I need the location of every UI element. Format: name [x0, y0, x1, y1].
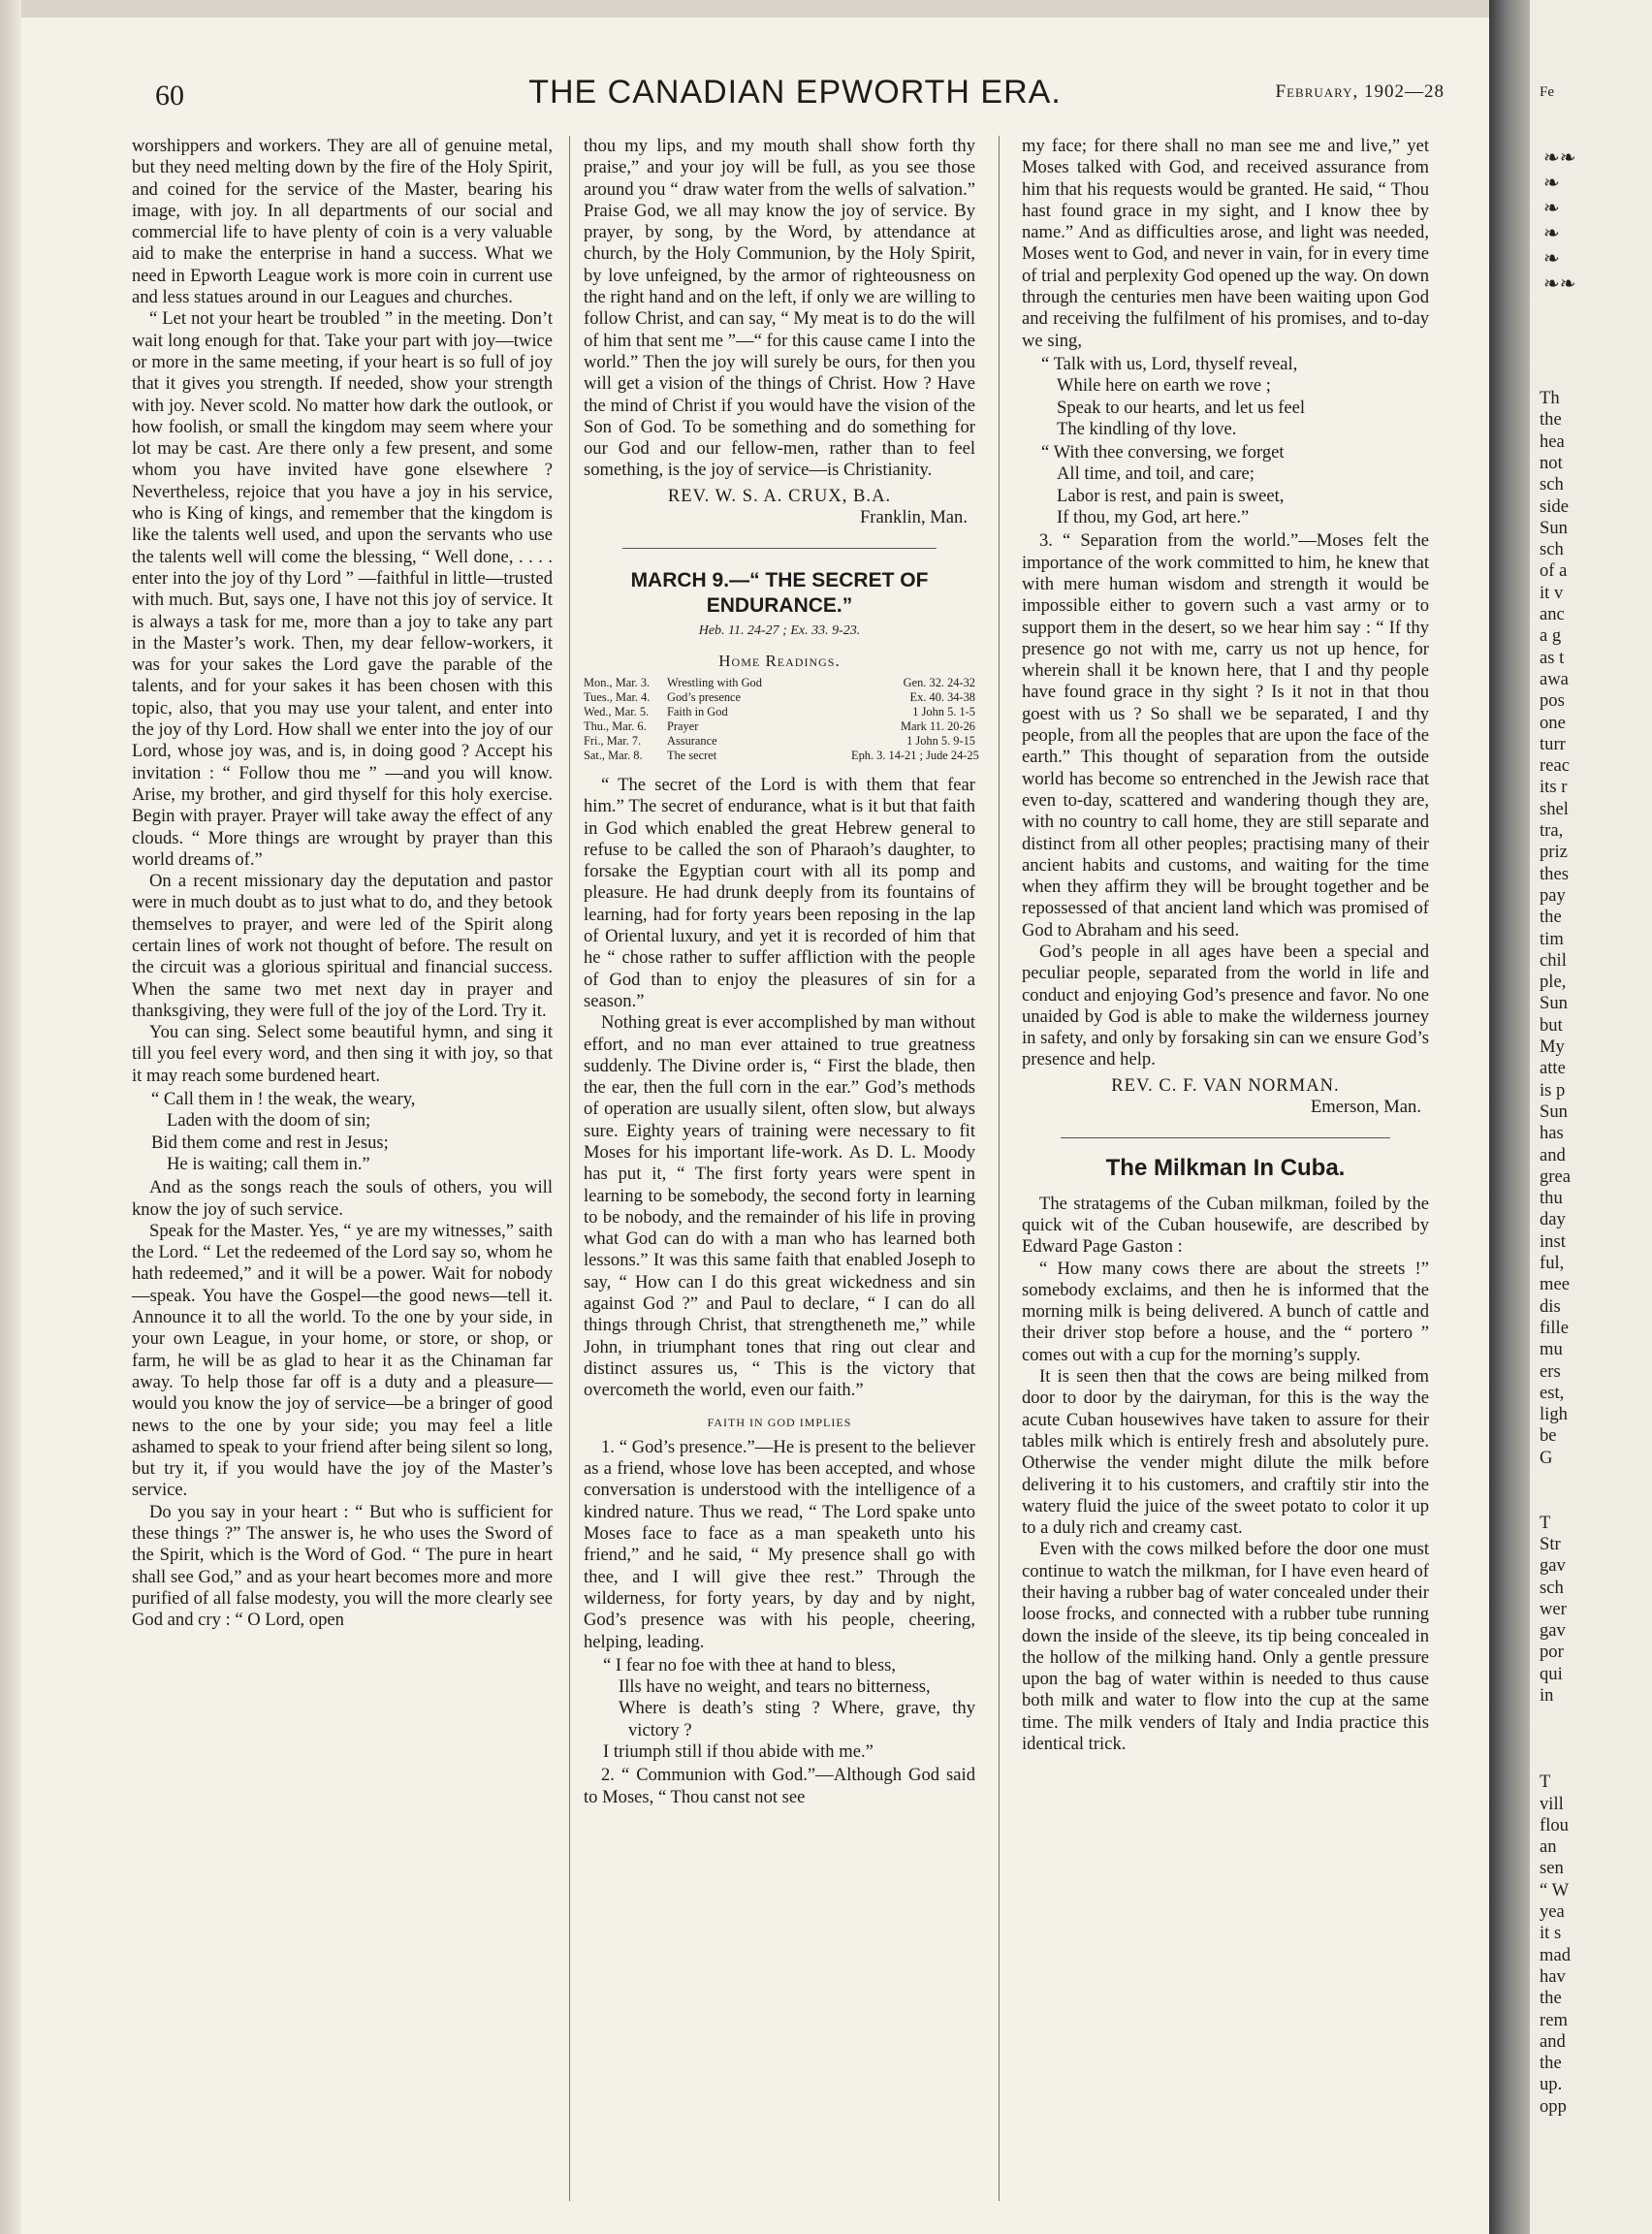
fragment-line: reac — [1540, 755, 1570, 777]
reading-row — [584, 748, 979, 763]
fragment-line: flou — [1540, 1814, 1569, 1835]
fragment-line: of a — [1540, 560, 1568, 582]
reading-row — [584, 676, 975, 690]
paragraph: “ How many cows there are about the streets !” somebody exclaims, and then he is informed that the morning milk is being delivered. A bunch of cattle and their driver stop before a house, and the “ portero ” comes out with a cup for the morning’s supply. — [1022, 1258, 1429, 1365]
reading-day: Fri., Mar. 7. — [584, 733, 642, 748]
paragraph: worshippers and workers. They are all of genuine metal, but they need melting down by the fire of the Holy Spirit, and coined for the service of the Master, bearing his image, with joy. In all departments of our social and commercial life to have plenty of coin is a very valuable aid to make the enterprise in hand a success. What we need in Epworth League work is more coin in current use and less statues around in our Leagues and churches. — [132, 136, 553, 308]
reading-topic: Assurance — [667, 733, 717, 748]
fragment-line: but — [1540, 1014, 1563, 1036]
fragment-line: “ W — [1540, 1879, 1570, 1900]
reading-day: Tues., Mar. 4. — [584, 689, 651, 704]
fragment-line: its r — [1540, 777, 1568, 798]
verse-line: If thou, my God, art here.” — [1057, 507, 1250, 528]
hymn-verse — [1022, 442, 1429, 528]
paragraph: “ The secret of the Lord is with them that fear him.” The secret of endurance, what is it but that faith in God which enabled the great Hebrew general to refuse to be called the son of Pharaoh’s daughter, to forsake the Egyptian court with all its pomp and pleasure. He had drunk deeply from its fountains of learning, had for forty years been reposing in the lap of Oriental luxury, and yet it is recorded of him that he “ chose rather to suffer affliction with the people of God than to enjoy the pleasures of sin for a season.” — [584, 774, 975, 1011]
fragment-line: ers — [1540, 1360, 1561, 1382]
column-rule — [999, 136, 1000, 2201]
column-right — [1022, 136, 1429, 1755]
reading-topic: Wrestling with God — [667, 675, 762, 689]
paragraph: On a recent missionary day the deputation and pastor were in much doubt as to just what to do, and they betook themselves to prayer, and were led of the Spirit along certain lines of work not thought of before. The result on the circuit was a glorious spiritual and financial success. When the same two met next day in prayer and thanksgiving, they were full of the joy of the Lord. Try it. — [132, 871, 553, 1021]
fragment-line: priz — [1540, 842, 1568, 863]
fragment-line: Str — [1540, 1533, 1561, 1554]
verse-line: “ Call them in ! the weak, the weary, — [151, 1089, 416, 1110]
section-divider — [1061, 1137, 1390, 1138]
paragraph: thou my lips, and my mouth shall show forth thy praise,” and your joy will be full, as you see those around you “ draw water from the wells of salvation.” Praise God, we all may know the joy of service. By prayer, by song, by the Word, by attendance at church, by the Holy Communion, by the Holy Spirit, by love unfeigned, by the armor of righteousness on the right hand and on the left, if only we are willing to follow Christ, and can say, “ My meat is to do the will of him that sent me ”—“ for this cause came I into the world.” Then the joy will surely be ours, for then you will get a vision of the things of Christ. How ? Have the mind of Christ if you would have the vision of the Son of God. To be something and do something for our God and our fellow-men, rather than to feel something, is the joy of service—is Christianity. — [584, 136, 975, 481]
adjacent-page-fragment — [1530, 0, 1652, 2234]
fragment-line: My — [1540, 1037, 1565, 1057]
fragment-line: mu — [1540, 1339, 1563, 1360]
fragment-line: hav — [1540, 1965, 1566, 1987]
verse-line: While here on earth we rove ; — [1057, 375, 1271, 397]
fragment-line: one — [1540, 712, 1566, 733]
fragment-line: day — [1540, 1209, 1566, 1230]
reading-reference: Mark 11. 20-26 — [901, 718, 975, 733]
fragment-line: Th — [1540, 388, 1560, 408]
verse-line: Ills have no weight, and tears no bitterness, — [619, 1676, 931, 1698]
signature-van-norman — [1022, 1075, 1429, 1119]
verse-line: Speak to our hearts, and let us feel — [1057, 397, 1306, 418]
column-rule — [569, 136, 570, 2201]
fragment-line: hea — [1540, 431, 1565, 452]
paragraph: Nothing great is ever accomplished by man without effort, and no man ever attained to true greatness suddenly. The Divine order is, “ First the blade, then the ear, then the full corn in the ear.” God’s methods of operation are usually silent, often slow, but always sure. Eighty years of training were necessary to fit Moses for his important life-work. As D. L. Moody has put it, “ The first forty years were spent in learning to be somebody, the second forty in learning to be nobody, and the remainder of his life in proving what God can do with a man who has learned both lessons.” It was this same faith that enabled Joseph to say, “ How can I do this great wickedness and sin against God ?” and Paul to declare, “ I can do all things through Christ, that strengtheneth me,” while John, in triumphant tones that ring out clear and distinct assures us, “ This is the victory that overcometh the world, even our faith.” — [584, 1012, 975, 1401]
fragment-line: awa — [1540, 668, 1569, 689]
article-title: The Milkman In Cuba. — [1105, 1155, 1346, 1182]
scan-left-edge — [0, 0, 21, 2234]
fragment-line: vill — [1540, 1793, 1564, 1814]
ornament-glyph: ❧❧ — [1543, 273, 1576, 295]
home-readings-table — [584, 675, 979, 763]
verse-line: The kindling of thy love. — [1057, 418, 1237, 439]
signature-place: Emerson, Man. — [1310, 1097, 1421, 1118]
reading-reference: 1 John 5. 1-5 — [912, 704, 975, 718]
fragment-line: gav — [1540, 1555, 1566, 1577]
fragment-line: ple, — [1540, 972, 1567, 993]
paragraph: “ Let not your heart be troubled ” in the meeting. Don’t wait long enough for that. Take your part with joy—twice or more in the same meeting, if your heart is so full of joy that it gives you strength. If needed, show your strength with joy. Never scold. No matter how dark the outlook, or how foolish, or small the kingdom may seem where your lot may be cast. Are there only a few present, and some whom you have invited have gone elsewhere ? Nevertheless, rejoice that you have a joy in his service, who is King of kings, and remember that the kingdom is like the talents well used, and upon the servants who use the talents well will come the blessing, “ Well done, . . . . enter into the joy of thy Lord ” —faithful in little—trusted with much. But, says one, I have not this joy of service. It is always a task for me, more than a joy to take any part in the Master’s work. Then, my dear fellow-workers, it was for your sakes the Lord gave the parable of the talents, and for your sakes it has been chosen with this topic, also, that you may use your talent, and enter into the joy of thy Lord. How shall we enter into the joy of our Lord, whose joy was, and is, in doing good ? Accept his invitation : “ Follow thou me ” —and you will know. Arise, my brother, and gird thyself for this holy exercise. Begin with prayer. Prayer will take away the effect of any clouds. “ More things are wrought by prayer than this world dreams of.” — [132, 308, 553, 870]
reading-reference: Eph. 3. 14-21 ; Jude 24-25 — [851, 748, 979, 762]
fragment-line: inst — [1540, 1230, 1566, 1252]
verse-line: “ I fear no foe with thee at hand to bless, — [603, 1654, 897, 1676]
fragment-line: qui — [1540, 1663, 1563, 1684]
verse-line: All time, and toil, and care; — [1057, 463, 1255, 485]
fragment-line: por — [1540, 1642, 1564, 1663]
hymn-verse — [584, 1655, 975, 1763]
next-page-header-fragment: Fe — [1540, 84, 1554, 100]
paragraph: It is seen then that the cows are being milked from door to door by the dairyman, for this is the way the acute Cuban housewives have taken to assure for their tables milk which is entirely fresh and absolutely pure. Otherwise the vender might dilute the milk before delivering it to his customers, and craftily stir into the watery fluid the juice of the sweet potato to color it up to a duly rich and creamy cast. — [1022, 1366, 1429, 1539]
fragment-line: T — [1540, 1771, 1551, 1793]
fragment-line: turr — [1540, 733, 1566, 754]
issue-date: February, 1902—28 — [1275, 81, 1445, 102]
verse-line: He is waiting; call them in.” — [167, 1153, 370, 1174]
fragment-line: it s — [1540, 1923, 1562, 1944]
verse-line: Labor is rest, and pain is sweet, — [1057, 485, 1285, 506]
fragment-line: in — [1540, 1685, 1554, 1706]
fragment-line: sch — [1540, 1577, 1564, 1598]
reading-row — [584, 734, 975, 749]
verse-line: I triumph still if thou abide with me.” — [603, 1741, 874, 1762]
fragment-line: wer — [1540, 1598, 1567, 1619]
fragment-line: a g — [1540, 625, 1562, 647]
verse-line: “ With thee conversing, we forget — [1041, 442, 1285, 463]
fragment-line: ligh — [1540, 1404, 1568, 1425]
fragment-line: rem — [1540, 2009, 1568, 2030]
reading-topic: Faith in God — [667, 704, 728, 718]
paragraph: Even with the cows milked before the door one must continue to watch the milkman, for I have even heard of their having a rubber bag of water concealed under their loose frocks, and connected with a rubber tube running down the inside of the sleeve, its tip being concealed in the hollow of the milking hand. Only a gentle pressure upon the bag of water within is needed to thus cause both milk and water to flow into the cup at the same time. The milk venders of Italy and India practice this identical trick. — [1022, 1539, 1429, 1755]
fragment-line: as t — [1540, 647, 1565, 668]
ornament-glyph: ❧ — [1543, 198, 1560, 219]
fragment-line: be — [1540, 1425, 1557, 1447]
fragment-line: pay — [1540, 884, 1566, 906]
reading-reference: Ex. 40. 34-38 — [909, 689, 975, 704]
fragment-line: tra, — [1540, 820, 1564, 841]
fragment-line: Sun — [1540, 517, 1568, 538]
hymn-verse — [1022, 354, 1429, 440]
reading-day: Thu., Mar. 6. — [584, 718, 647, 733]
fragment-line: atte — [1540, 1058, 1566, 1079]
lesson-title: MARCH 9.—“ THE SECRET OF ENDURANCE.” — [630, 569, 929, 618]
verse-line: Bid them come and rest in Jesus; — [151, 1132, 389, 1153]
fragment-line: pos — [1540, 690, 1565, 712]
fragment-line: has — [1540, 1123, 1564, 1144]
fragment-line: thes — [1540, 863, 1569, 884]
fragment-line: sch — [1540, 539, 1564, 560]
paragraph: And as the songs reach the souls of others, you will know the joy of such service. — [132, 1177, 553, 1220]
reading-day: Sat., Mar. 8. — [584, 748, 643, 762]
page-number: 60 — [155, 80, 184, 112]
paragraph: 3. “ Separation from the world.”—Moses felt the importance of the work committed to him, he knew that with mere human wisdom and strength it would be impossible either to govern such a vast army or to support them in the desert, so we hear him say : “ If thy presence go not with me, carry us not up hence, for wherein shall it be known here, that I and thy people have found grace in thy sight ? Is it not in that thou goest with us ? So shall we be separated, I and thy people, from all the peoples that are upon the face of the earth.” This thought of separation from the outside world has become so entrenched in the Jewish race that even to-day, scattered and wandering though they are, with no country to call home, they are still separate and distinct from all other peoples; practising many of their ancient habits and customs, and waiting for the time when they affirm they will be brought together and be repossessed of that ancient land which was promised of God to Abraham and his seed. — [1022, 530, 1429, 941]
ornament-glyph: ❧ — [1543, 223, 1560, 244]
fragment-line: mad — [1540, 1944, 1572, 1965]
ornament-glyph: ❧❧ — [1543, 147, 1576, 169]
reading-row — [584, 705, 975, 719]
verse-line: “ Talk with us, Lord, thyself reveal, — [1041, 353, 1298, 374]
fragment-line: it v — [1540, 582, 1564, 603]
ornament-glyph: ❧ — [1543, 248, 1560, 270]
fragment-line: sch — [1540, 474, 1564, 495]
paragraph: The stratagems of the Cuban milkman, foiled by the quick wit of the Cuban housewife, are described by Edward Page Gaston : — [1022, 1193, 1429, 1258]
fragment-line: the — [1540, 2053, 1562, 2074]
scan-top-edge — [0, 0, 1652, 17]
fragment-line: the — [1540, 907, 1562, 928]
fragment-line: yea — [1540, 1901, 1565, 1922]
fragment-line: ful, — [1540, 1253, 1565, 1273]
reading-row — [584, 690, 975, 705]
signature-crux — [584, 486, 975, 529]
reading-topic: The secret — [667, 748, 717, 762]
page-header — [145, 74, 1445, 116]
fragment-line: est, — [1540, 1382, 1565, 1403]
paragraph: Do you say in your heart : “ But who is sufficient for these things ?” The answer is, he who uses the Sword of the Spirit, which is the Word of God. “ The pure in heart shall see God,” and as your heart becomes more and more purified of all false modesty, you will the more clearly see God and cry : “ O Lord, open — [132, 1501, 553, 1631]
fragment-line: G — [1540, 1447, 1553, 1468]
fragment-line: not — [1540, 452, 1563, 473]
reading-row — [584, 719, 975, 734]
signature-name: REV. W. S. A. CRUX, B.A. — [667, 485, 892, 506]
paragraph: You can sing. Select some beautiful hymn, and sing it till you feel every word, and then sing it with joy, so that it may reach some burdened heart. — [132, 1022, 553, 1086]
fragment-line: fille — [1540, 1317, 1569, 1338]
paragraph: 1. “ God’s presence.”—He is present to the believer as a friend, whose love has been accepted, and whose conversation is understood with the intelligence of a kindred nature. Thus we read, “ The Lord spake unto Moses face to face as a man speaketh unto his friend,” and he said, “ My presence shall go with thee, and I will give thee rest.” Through the wilderness, for forty years, by day and by night, God’s presence was with his people, cheering, helping, leading. — [584, 1436, 975, 1652]
fragment-line: and — [1540, 2030, 1566, 2052]
hymn-verse — [132, 1089, 553, 1175]
reading-day: Wed., Mar. 5. — [584, 704, 650, 718]
verse-line: Where is death’s sting ? Where, grave, thy victory ? — [619, 1698, 975, 1740]
verse-line: Laden with the doom of sin; — [167, 1110, 371, 1132]
home-readings-heading: Home Readings. — [718, 651, 841, 670]
page-gutter — [1489, 0, 1530, 2234]
fragment-line: dis — [1540, 1295, 1561, 1317]
fragment-line: an — [1540, 1836, 1557, 1858]
paragraph: 2. “ Communion with God.”—Although God said to Moses, “ Thou canst not see — [584, 1765, 975, 1807]
fragment-line: Sun — [1540, 1101, 1568, 1122]
fragment-line: side — [1540, 495, 1569, 517]
fragment-line: tim — [1540, 928, 1564, 949]
fragment-line: shel — [1540, 798, 1569, 819]
journal-title: THE CANADIAN EPWORTH ERA. — [528, 74, 1062, 111]
fragment-line: mee — [1540, 1274, 1570, 1295]
fragment-line: is p — [1540, 1079, 1566, 1101]
fragment-line: grea — [1540, 1165, 1571, 1187]
paragraph: my face; for there shall no man see me and live,” yet Moses talked with God, and received assurance from him that his requests would be granted. He said, “ Thou hast found grace in my sight, and I know thee by name.” And as difficulties arose, and light was needed, Moses went to God, and never in vain, for in every time of trial and perplexity God opened up the way. On down through the centuries men have been waiting upon God and receiving the fulfilment of his promises, and to-day we sing, — [1022, 136, 1429, 351]
column-middle — [584, 136, 979, 1808]
fragment-line: anc — [1540, 604, 1565, 624]
fragment-line: opp — [1540, 2095, 1567, 2117]
fragment-line: gav — [1540, 1620, 1566, 1642]
reading-topic: God’s presence — [667, 689, 742, 704]
signature-place: Franklin, Man. — [859, 507, 968, 528]
reading-reference: 1 John 5. 9-15 — [906, 733, 975, 748]
fragment-line: up. — [1540, 2074, 1563, 2095]
fragment-line: chil — [1540, 949, 1567, 971]
lesson-references: Heb. 11. 24-27 ; Ex. 33. 9-23. — [698, 623, 861, 639]
section-divider — [622, 548, 937, 549]
ornament-glyph: ❧ — [1543, 173, 1560, 194]
reading-reference: Gen. 32. 24-32 — [903, 675, 975, 689]
fragment-line: thu — [1540, 1188, 1563, 1209]
fragment-line: sen — [1540, 1858, 1564, 1879]
column-left — [132, 136, 553, 1631]
reading-topic: Prayer — [667, 718, 699, 733]
fragment-line: T — [1540, 1512, 1551, 1533]
fragment-line: Sun — [1540, 993, 1568, 1014]
fragment-line: the — [1540, 409, 1562, 431]
paragraph: God’s people in all ages have been a special and peculiar people, separated from the world in life and conduct and enjoying God’s presence and favor. No one unaided by God is able to make the wilderness journey in safety, and only by forsaking sin can we ensure God’s presence and help. — [1022, 941, 1429, 1070]
subheading: FAITH IN GOD IMPLIES — [707, 1415, 852, 1429]
fragment-line: and — [1540, 1144, 1566, 1165]
signature-name: REV. C. F. VAN NORMAN. — [1111, 1074, 1340, 1096]
reading-day: Mon., Mar. 3. — [584, 675, 651, 689]
fragment-line: the — [1540, 1988, 1562, 2009]
paragraph: Speak for the Master. Yes, “ ye are my witnesses,” saith the Lord. “ Let the redeemed of the Lord say so, whom he hath redeemed,” and it will be a power. Wait for nobody—speak. You have the Gospel—the good news—tell it. Announce it to all the world. To the one by your side, in your own League, in your home, or store, or shop, or farm, he will be as glad to hear it as the Chinaman far away. To help those far off is a duty and a pleasure—would you know the joy of service—be a bringer of good news to the one by your side; you may feel a litle ashamed to speak to your friend after being silent so long, but try it, if you would have the joy of the Master’s service. — [132, 1220, 553, 1501]
